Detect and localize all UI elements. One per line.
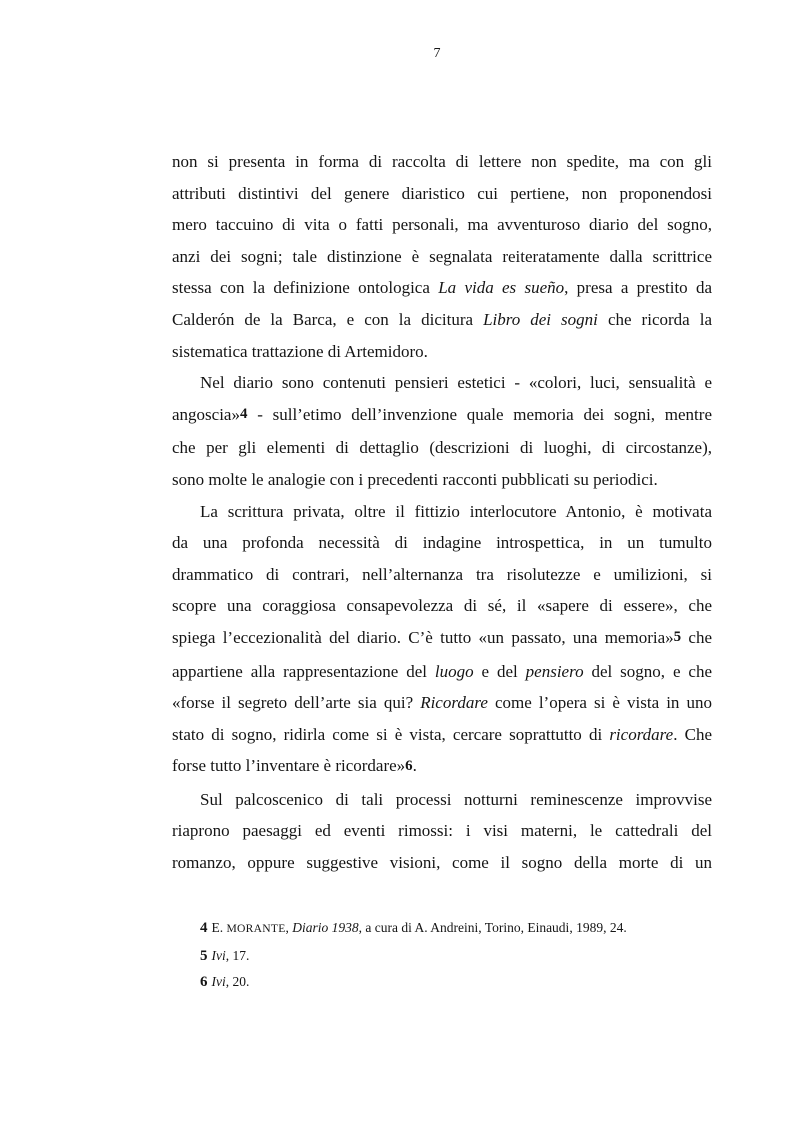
text-line xyxy=(172,178,712,210)
footnote-text xyxy=(212,920,627,935)
text-line xyxy=(172,399,712,433)
footnote-number: 5 xyxy=(200,947,208,964)
text-segment: , 20. xyxy=(225,974,250,989)
text-segment: , xyxy=(285,920,293,935)
footnote-number: 4 xyxy=(200,920,208,936)
footnote-reference: 6 xyxy=(405,757,413,774)
italic-text: pensiero xyxy=(525,661,584,681)
text-segment: che xyxy=(681,627,712,647)
footnote-text xyxy=(212,974,250,989)
text-line xyxy=(172,304,712,336)
text-segment: angoscia» xyxy=(172,404,240,424)
text-segment: . xyxy=(412,756,417,776)
paragraph-3 xyxy=(172,496,712,784)
text-segment: Calderón de la Barca, e con la dicitura xyxy=(172,309,484,329)
footnote-reference: 5 xyxy=(673,629,682,646)
text-line xyxy=(172,146,712,178)
paragraph-1 xyxy=(172,146,712,367)
footnote-5 xyxy=(200,943,700,970)
text-line xyxy=(172,847,712,879)
text-segment: che ricorda la xyxy=(597,309,712,329)
text-segment: attributi distintivi del genere diaristico cui pertiene, non proponendosi xyxy=(172,183,712,203)
text-line xyxy=(172,272,712,304)
author-name: MORANTE xyxy=(226,922,286,935)
italic-text: Diario 1938 xyxy=(292,920,359,935)
italic-text: Ricordare xyxy=(420,693,488,713)
text-segment: Sul palcoscenico di tali processi notturni reminescenze improvvise xyxy=(200,789,712,809)
text-line xyxy=(172,464,712,496)
text-segment: e del xyxy=(473,661,526,681)
text-segment: riaprono paesaggi ed eventi rimossi: i visi materni, le cattedrali del xyxy=(172,821,712,841)
text-segment: non si presenta in forma di raccolta di lettere non spedite, ma con gli xyxy=(172,152,712,171)
text-segment: da una profonda necessità di indagine introspettica, in un tumulto xyxy=(172,533,712,553)
italic-text: Ivi xyxy=(211,947,226,963)
italic-text: La vida es sueño xyxy=(438,278,565,298)
text-segment: , 17. xyxy=(225,947,250,963)
text-segment: come l’opera si è vista in uno xyxy=(487,693,712,713)
text-segment: romanzo, oppure suggestive visioni, come il sogno della morte di un xyxy=(172,853,712,873)
text-segment: La scrittura privata, oltre il fittizio interlocutore Antonio, è motivata xyxy=(200,501,712,521)
footnote-text xyxy=(212,948,250,963)
page-number: 7 xyxy=(433,46,441,61)
text-line xyxy=(172,719,712,751)
text-line xyxy=(172,527,712,559)
text-segment: Nel diario sono contenuti pensieri estetici - «colori, luci, sensualità e xyxy=(200,373,712,393)
text-line xyxy=(172,784,712,816)
text-segment: «forse il segreto dell’arte sia qui? xyxy=(172,693,421,713)
footnote-6 xyxy=(200,969,700,996)
text-line xyxy=(172,590,712,622)
footnote-number: 6 xyxy=(200,974,208,990)
text-segment: forse tutto l’inventare è ricordare» xyxy=(172,756,406,776)
text-segment: stato di sogno, ridirla come si è vista, cercare soprattutto di xyxy=(172,724,610,744)
text-line xyxy=(172,432,712,464)
text-segment: - sull’etimo dell’invenzione quale memoria dei sogni, mentre xyxy=(247,404,712,424)
text-line xyxy=(172,209,712,241)
text-segment: . Che xyxy=(673,724,712,744)
footnotes xyxy=(200,915,700,996)
text-segment: , presa a prestito da xyxy=(564,278,713,298)
text-line xyxy=(172,367,712,399)
text-line xyxy=(172,750,712,784)
italic-text: ricordare xyxy=(609,724,674,744)
text-segment: stessa con la definizione ontologica xyxy=(172,278,439,298)
text-segment: sono molte le analogie con i precedenti racconti pubblicati su periodici. xyxy=(172,469,658,489)
paragraph-4 xyxy=(172,784,712,879)
italic-text: luogo xyxy=(434,661,474,681)
text-line xyxy=(172,241,712,273)
footnote-reference: 4 xyxy=(239,405,248,422)
text-segment: appartiene alla rappresentazione del xyxy=(172,661,435,681)
text-segment: E. xyxy=(211,920,227,935)
italic-text: Ivi xyxy=(211,974,226,989)
italic-text: Libro dei sogni xyxy=(483,309,598,329)
text-segment: , a cura di A. Andreini, Torino, Einaudi, 1989, 24. xyxy=(358,920,627,935)
body-text xyxy=(172,146,712,879)
text-segment: che per gli elementi di dettaglio (descrizioni di luoghi, di circostanze), xyxy=(172,438,712,458)
paragraph-2 xyxy=(172,367,712,495)
text-line xyxy=(172,656,712,688)
text-line xyxy=(172,336,712,368)
text-line xyxy=(172,815,712,847)
text-segment: spiega l’eccezionalità del diario. C’è tutto «un passato, una memoria» xyxy=(172,627,674,647)
text-segment: drammatico di contrari, nell’alternanza tra risolutezze e umilizioni, si xyxy=(172,564,712,584)
text-line xyxy=(172,496,712,528)
text-segment: del sogno, e che xyxy=(583,661,712,681)
text-segment: scopre una coraggiosa consapevolezza di sé, il «sapere di essere», che xyxy=(172,596,712,616)
text-line xyxy=(172,687,712,719)
text-segment: anzi dei sogni; tale distinzione è segnalata reiteratamente dalla scrittrice xyxy=(172,246,712,266)
text-segment: mero taccuino di vita o fatti personali, ma avventuroso diario del sogno, xyxy=(172,215,712,235)
text-segment: sistematica trattazione di Artemidoro. xyxy=(172,341,428,361)
text-line xyxy=(172,559,712,591)
footnote-4 xyxy=(200,915,700,943)
text-line xyxy=(172,622,712,656)
